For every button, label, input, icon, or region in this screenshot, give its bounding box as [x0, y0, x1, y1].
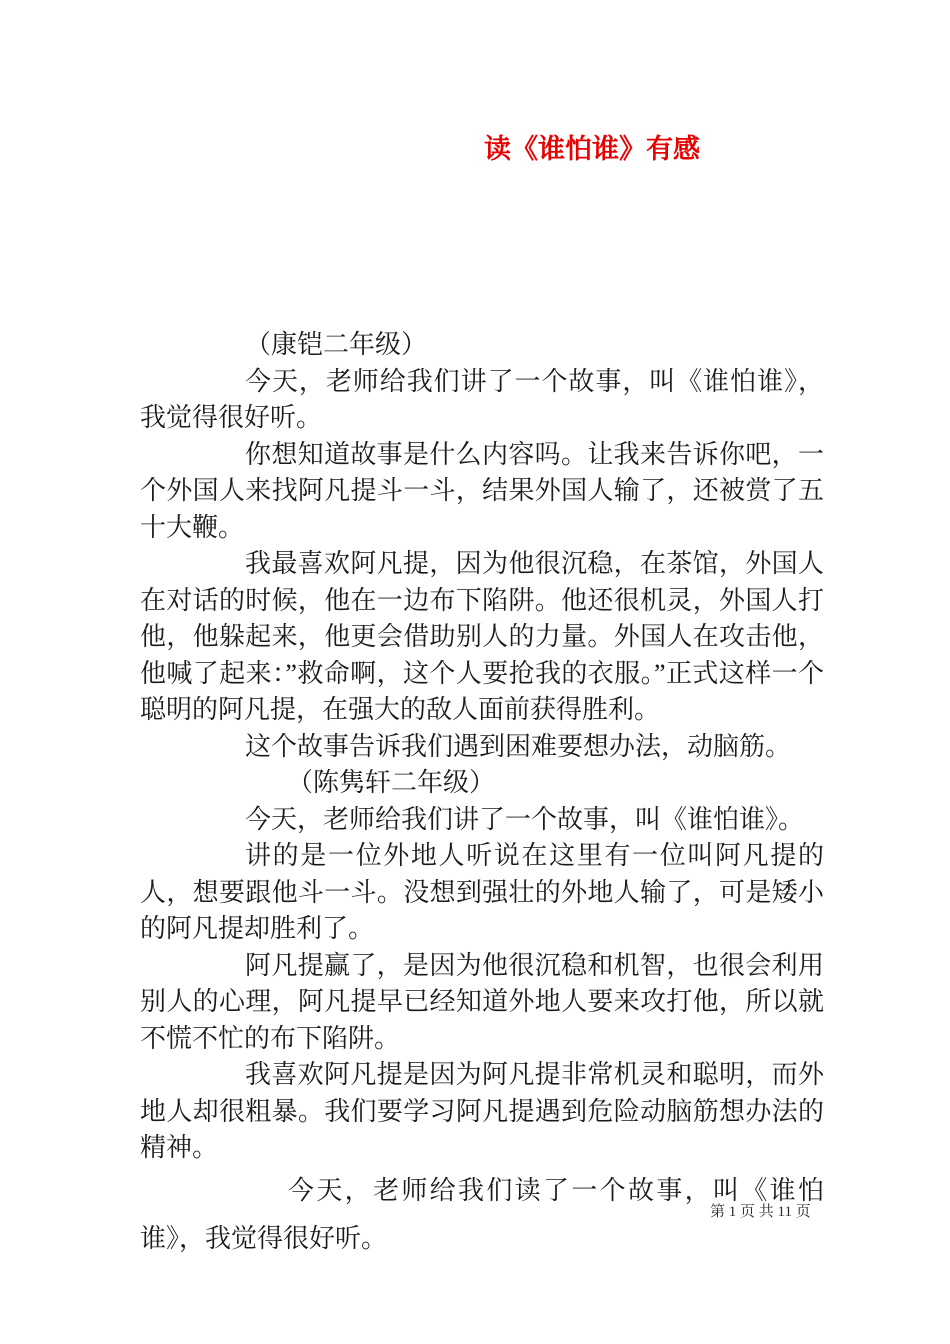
paragraph-author-2: （陈隽轩二年级） [287, 768, 496, 797]
paragraph: 讲的是一位外地人听说在这里有一位叫阿凡提的人，想要跟他斗一斗。没想到强壮的外地人输了，可是矮小的阿凡提却胜利了。 [140, 841, 824, 943]
paragraph: 今天，老师给我们讲了一个故事，叫《谁怕谁》，我觉得很好听。 [140, 366, 824, 432]
page-number-label: 第 1 页 共 11 页 [710, 1204, 811, 1220]
paragraph-author-1: （康铠二年级） [245, 330, 428, 359]
paragraph: 今天，老师给我们读了一个故事，叫《谁怕谁》，我觉得很好听。 [140, 1175, 824, 1253]
paragraph: 阿凡提赢了，是因为他很沉稳和机智，也很会利用别人的心理，阿凡提早已经知道外地人要来攻打他，所以就不慌不忙的布下陷阱。 [140, 950, 824, 1053]
paragraph: 这个故事告诉我们遇到困难要想办法，动脑筋。 [245, 731, 792, 761]
page-footer [710, 1203, 822, 1221]
paragraph: 你想知道故事是什么内容吗。让我来告诉你吧，一个外国人来找阿凡提斗一斗，结果外国人输了，还被赏了五十大鞭。 [140, 439, 824, 542]
document-title: 读《谁怕谁》有感 [484, 134, 700, 164]
document-body [140, 327, 824, 1263]
paragraph: 我最喜欢阿凡提，因为他很沉稳，在茶馆，外国人在对话的时候，他在一边布下陷阱。他还很机灵，外国人打他，他躲起来，他更会借助别人的力量。外国人在攻击他，他喊了起来：”救命啊，这个人要抢我的衣服。”正式这样一个聪明的阿凡提，在强大的敌人面前获得胜利。 [140, 549, 824, 724]
paragraph: 今天，老师给我们讲了一个故事，叫《谁怕谁》。 [245, 804, 805, 834]
paragraph: 我喜欢阿凡提是因为阿凡提非常机灵和聪明，而外地人却很粗暴。我们要学习阿凡提遇到危险动脑筋想办法的精神。 [140, 1060, 824, 1162]
